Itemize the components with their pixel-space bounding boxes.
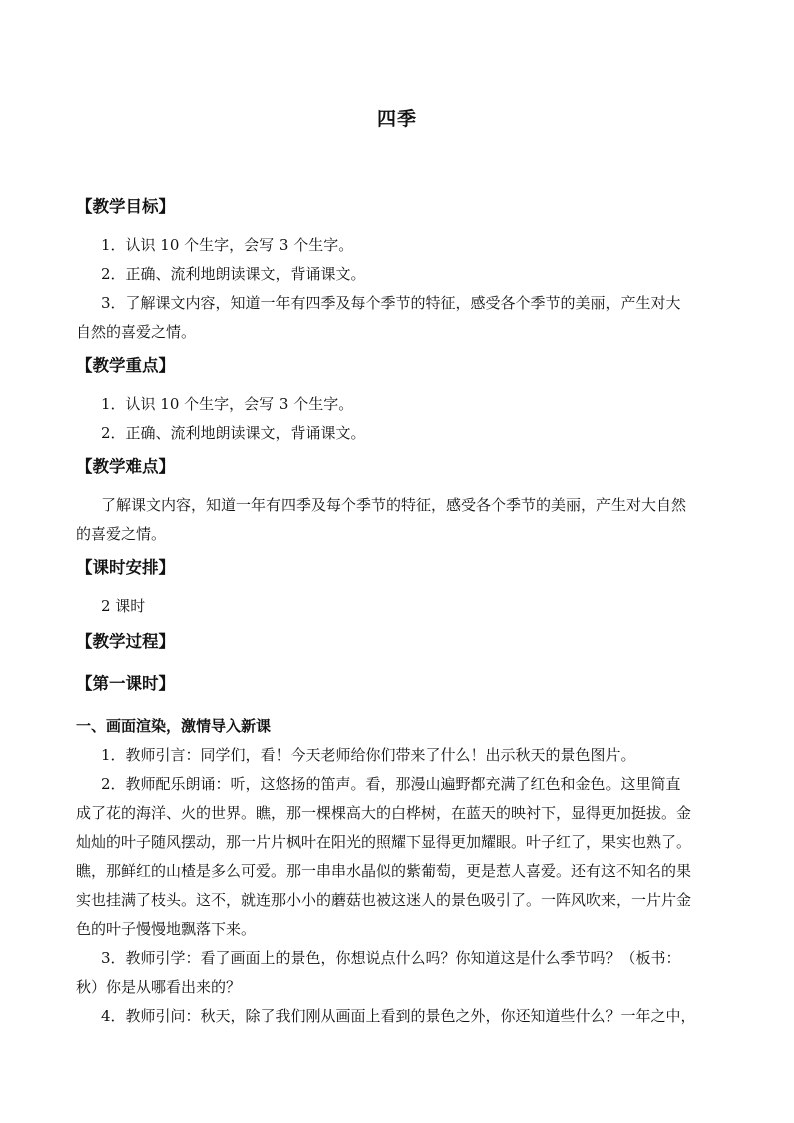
page-title: 四季 (376, 108, 417, 130)
lesson-paragraph-line: 瞧，那鲜红的山楂是多么可爱。那一串串水晶似的紫葡萄，更是惹人喜爱。还有这不知名的果 (76, 862, 692, 880)
objective-item: 1．认识 10 个生字，会写 3 个生字。 (101, 236, 354, 254)
difficulty-text-continued: 的喜爱之情。 (76, 525, 167, 543)
document-body (76, 188, 724, 1031)
section-heading-key-points: 【教学重点】 (76, 356, 175, 375)
lesson-paragraph: 1．教师引言：同学们，看！今天老师给你们带来了什么！出示秋天的景色图片。 (101, 746, 636, 764)
objective-item: 3．了解课文内容，知道一年有四季及每个季节的特征，感受各个季节的美丽，产生对大 (101, 294, 681, 312)
key-point-item: 1．认识 10 个生字，会写 3 个生字。 (101, 395, 354, 413)
lesson-paragraph-line: 秋）你是从哪看出来的？ (76, 978, 242, 996)
objective-item-continued: 自然的喜爱之情。 (76, 323, 197, 341)
lesson-subheading: 一、画面渲染，激情导入新课 (76, 717, 272, 735)
section-heading-objectives: 【教学目标】 (76, 197, 175, 216)
lesson-paragraph: 3．教师引学：看了画面上的景色，你想说点什么吗？你知道这是什么季节吗？（板书： (101, 949, 681, 967)
key-point-item: 2．正确、流利地朗读课文，背诵课文。 (101, 424, 366, 442)
lesson-paragraph-line: 色的叶子慢慢地飘落下来。 (76, 920, 257, 938)
lesson-paragraph-line: 灿灿的叶子随风摆动，那一片片枫叶在阳光的照耀下显得更加耀眼。叶子红了，果实也熟了。 (76, 833, 692, 851)
schedule-text: 2 课时 (101, 597, 146, 615)
lesson-paragraph-line: 成了花的海洋、火的世界。瞧，那一棵棵高大的白桦树，在蓝天的映衬下，显得更加挺拔。金 (76, 804, 692, 822)
difficulty-text: 了解课文内容，知道一年有四季及每个季节的特征，感受各个季节的美丽，产生对大自然 (101, 496, 687, 514)
section-heading-process: 【教学过程】 (76, 632, 175, 651)
section-heading-schedule: 【课时安排】 (76, 558, 175, 577)
objective-item: 2．正确、流利地朗读课文，背诵课文。 (101, 265, 366, 283)
section-heading-first-lesson: 【第一课时】 (76, 674, 175, 693)
lesson-paragraph: 2．教师配乐朗诵：听，这悠扬的笛声。看，那漫山遍野都充满了红色和金色。这里简直 (101, 775, 681, 793)
lesson-paragraph-line: 实也挂满了枝头。这不，就连那小小的蘑菇也被这迷人的景色吸引了。一阵风吹来，一片片金 (76, 891, 692, 909)
lesson-paragraph: 4．教师引问：秋天，除了我们刚从画面上看到的景色之外，你还知道些什么？一年之中， (101, 1007, 696, 1025)
section-heading-difficulties: 【教学难点】 (76, 457, 175, 476)
